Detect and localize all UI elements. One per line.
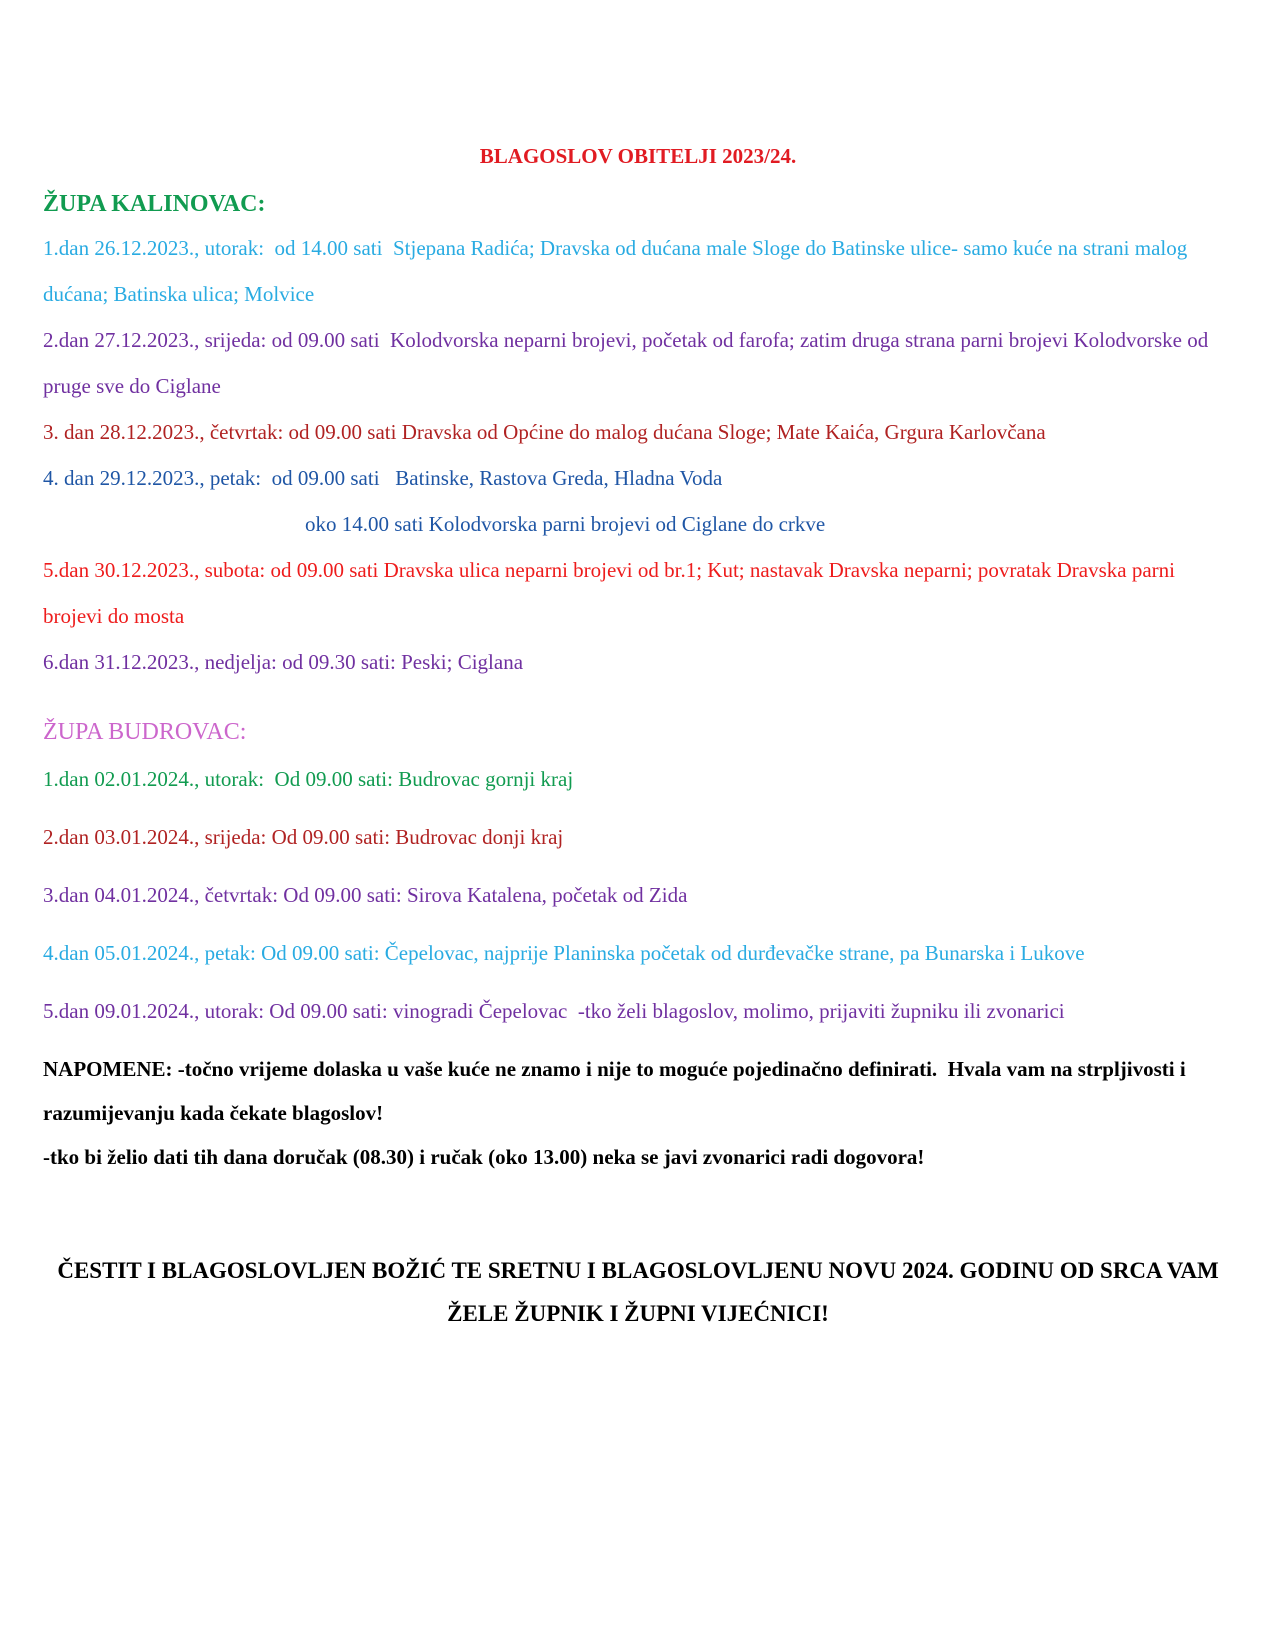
schedule-entry: 5.dan 30.12.2023., subota: od 09.00 sati Dravska ulica neparni brojevi od br.1; Kut; nastavak Dravska neparni; povratak Dravska parni brojevi do mosta (43, 558, 1181, 628)
schedule-entry: 4.dan 05.01.2024., petak: Od 09.00 sati: Čepelovac, najprije Planinska početak od durđevačke strane, pa Bunarska i Lukove (43, 941, 1085, 965)
schedule-entry: 1.dan 02.01.2024., utorak: Od 09.00 sati: Budrovac gornji kraj (43, 767, 574, 791)
note-line: -tko bi želio dati tih dana doručak (08.30) i ručak (oko 13.00) neka se javi zvonarici radi dogovora! (43, 1145, 925, 1169)
schedule-entry: 4. dan 29.12.2023., petak: od 09.00 sati Batinske, Rastova Greda, Hladna Voda oko 14.00 sati Kolodvorska parni brojevi od Ciglane do crkve (43, 455, 1233, 547)
schedule-entry: 1.dan 26.12.2023., utorak: od 14.00 sati Stjepana Radića; Dravska od dućana male Sloge do Batinske ulice- samo kuće na strani malog dućana; Batinska ulica; Molvice (43, 236, 1193, 306)
document-title: BLAGOSLOV OBITELJI 2023/24. (479, 144, 797, 168)
schedule-entry: 3. dan 28.12.2023., četvrtak: od 09.00 sati Dravska od Općine do malog dućana Sloge; Mate Kaića, Grgura Karlovčana (43, 420, 1046, 444)
closing-message: ČESTIT I BLAGOSLOVLJEN BOŽIĆ TE SRETNU I BLAGOSLOVLJENU NOVU 2024. GODINU OD SRCA VAM ŽELE ŽUPNIK I ŽUPNI VIJEĆNICI! (57, 1258, 1219, 1326)
schedule-entry-continuation: oko 14.00 sati Kolodvorska parni brojevi od Ciglane do crkve (305, 512, 826, 536)
section-heading-kalinovac: ŽUPA KALINOVAC: (43, 191, 266, 217)
notes-section (43, 1047, 1233, 1179)
budrovac-schedule (43, 757, 1233, 1034)
schedule-entry: 5.dan 09.01.2024., utorak: Od 09.00 sati: vinogradi Čepelovac -tko želi blagoslov, molimo, prijaviti župniku ili zvonarici (43, 999, 1065, 1023)
section-heading-budrovac: ŽUPA BUDROVAC: (43, 719, 247, 745)
schedule-entry: 2.dan 27.12.2023., srijeda: od 09.00 sati Kolodvorska neparni brojevi, početak od farofa; zatim druga strana parni brojevi Kolodvorske od pruge sve do Ciglane (43, 328, 1214, 398)
schedule-entry: 6.dan 31.12.2023., nedjelja: od 09.30 sati: Peski; Ciglana (43, 650, 524, 674)
schedule-entry: 3.dan 04.01.2024., četvrtak: Od 09.00 sati: Sirova Katalena, početak od Zida (43, 883, 688, 907)
kalinovac-schedule (43, 225, 1233, 685)
note-line: NAPOMENE: -točno vrijeme dolaska u vaše kuće ne znamo i nije to moguće pojedinačno definirati. Hvala vam na strpljivosti i razumijevanju kada čekate blagoslov! (43, 1057, 1191, 1125)
schedule-entry: 2.dan 03.01.2024., srijeda: Od 09.00 sati: Budrovac donji kraj (43, 825, 564, 849)
